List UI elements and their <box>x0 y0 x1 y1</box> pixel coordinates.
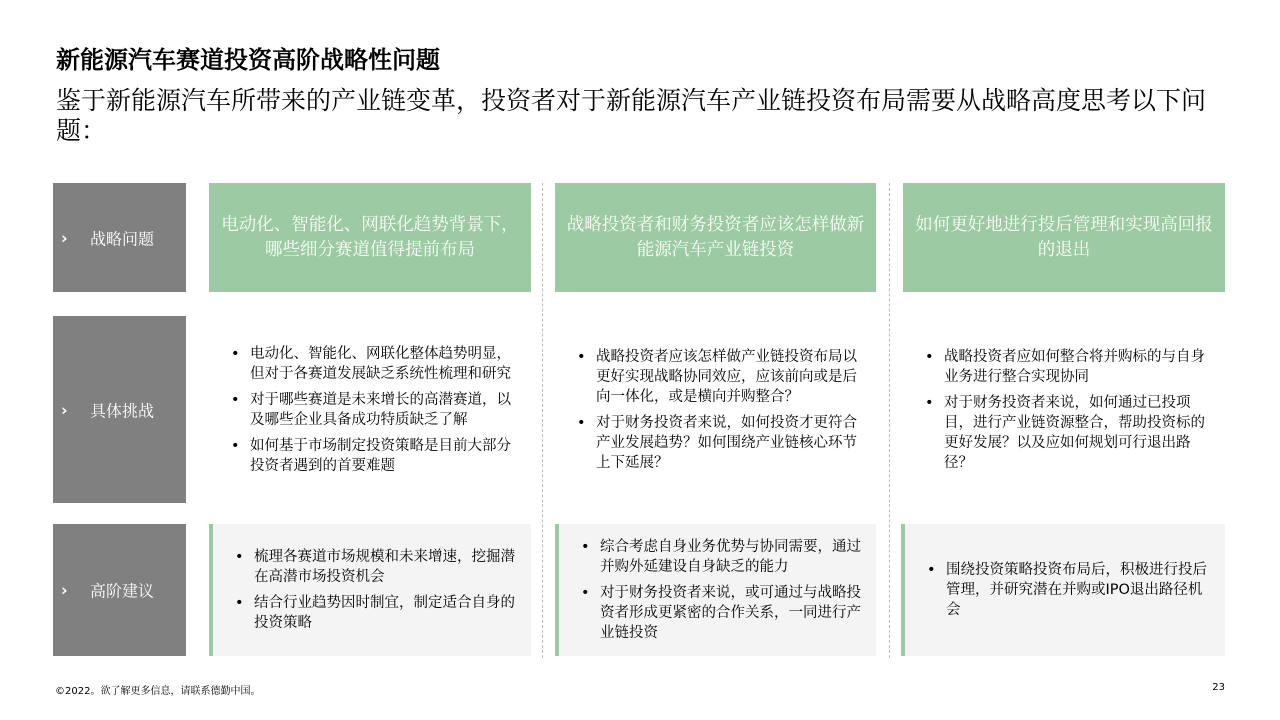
list-item-text: 对于财务投资者来说，或可通过与战略投资者形成更紧密的合作关系，一同进行产业链投资 <box>600 585 861 641</box>
question-text: 战略投资者和财务投资者应该怎样做新能源汽车产业链投资 <box>566 214 865 260</box>
list-item-text: 战略投资者应如何整合将并购标的与自身业务进行整合实现协同 <box>944 348 1205 385</box>
bullet-icon: • <box>581 585 590 601</box>
list-item <box>577 413 866 473</box>
list-item-text: 战略投资者应该怎样做产业链投资布局以更好实现战略协同效应，应该前向或是后向一体化，或是横向并购整合？ <box>596 348 857 405</box>
list-item <box>235 593 521 633</box>
recommendation-cell-1 <box>209 524 531 656</box>
list-item <box>927 560 1215 620</box>
bullet-icon: • <box>235 549 244 565</box>
page-subtitle: 鉴于新能源汽车所带来的产业链变革，投资者对于新能源汽车产业链投资布局需要从战略高度思考以下问题： <box>56 86 1207 145</box>
column-divider <box>889 183 890 658</box>
question-text: 如何更好地进行投后管理和实现高回报的退出 <box>915 214 1213 260</box>
list-item-text: 如何基于市场制定投资策略是目前大部分投资者遇到的首要难题 <box>250 437 511 474</box>
bullet-icon: • <box>925 348 934 365</box>
page-number: 23 <box>1212 682 1225 693</box>
list-item <box>925 347 1215 387</box>
list-item <box>235 547 521 587</box>
chevron-right-icon: › <box>61 400 68 419</box>
bullet-icon: • <box>927 562 936 578</box>
bullet-icon: • <box>577 414 586 431</box>
challenge-cell-1 <box>209 316 531 503</box>
list-item-text: 对于财务投资者来说，如何投资才更符合产业发展趋势？如何围绕产业链核心环节上下延展？ <box>596 414 857 471</box>
bullet-icon: • <box>231 391 240 408</box>
row-label-recommendations <box>53 524 186 656</box>
bullet-icon: • <box>577 348 586 365</box>
question-cell-2 <box>555 183 876 292</box>
chevron-right-icon: › <box>61 580 68 600</box>
bullet-icon: • <box>231 437 240 454</box>
list-item <box>577 347 866 407</box>
column-divider <box>542 183 543 658</box>
footer-copyright: ©2022。欲了解更多信息，请联系德勤中国。 <box>55 686 261 697</box>
bullet-icon: • <box>581 539 590 555</box>
bullet-icon: • <box>235 595 244 611</box>
challenge-cell-2 <box>555 316 876 503</box>
row-label-text: 具体挑战 <box>90 401 155 420</box>
list-item-text: 结合行业趋势因时制宜，制定适合自身的投资策略 <box>254 595 515 631</box>
row-label-specific-challenges <box>53 316 186 503</box>
list-item <box>231 390 521 430</box>
list-item <box>231 344 521 384</box>
list-item <box>581 537 866 577</box>
list-item <box>925 393 1215 473</box>
challenge-cell-3 <box>903 316 1225 503</box>
question-cell-1 <box>209 183 531 292</box>
list-item-text: 综合考虑自身业务优势与协同需要，通过并购外延建设自身缺乏的能力 <box>600 539 861 575</box>
recommendation-cell-3 <box>901 524 1225 656</box>
question-text: 电动化、智能化、网联化趋势背景下，哪些细分赛道值得提前布局 <box>221 214 519 260</box>
list-item-text: 梳理各赛道市场规模和未来增速，挖掘潜在高潜市场投资机会 <box>254 549 515 585</box>
list-item <box>231 436 521 476</box>
row-label-text: 高阶建议 <box>90 581 155 601</box>
recommendation-cell-2 <box>555 524 876 656</box>
question-cell-3 <box>903 183 1225 292</box>
bullet-icon: • <box>925 394 934 411</box>
list-item <box>581 583 866 643</box>
list-item-text: 围绕投资策略投资布局后，积极进行投后管理，并研究潜在并购或IPO退出路径机会 <box>946 562 1207 618</box>
list-item-text: 对于哪些赛道是未来增长的高潜赛道，以及哪些企业具备成功特质缺乏了解 <box>250 391 511 428</box>
bullet-icon: • <box>231 345 240 362</box>
row-label-strategic-question <box>53 183 186 292</box>
page-title: 新能源汽车赛道投资高阶战略性问题 <box>56 46 440 74</box>
list-item-text: 电动化、智能化、网联化整体趋势明显，但对于各赛道发展缺乏系统性梳理和研究 <box>250 345 511 382</box>
list-item-text: 对于财务投资者来说，如何通过已投项目，进行产业链资源整合，帮助投资标的更好发展？以及应如何规划可行退出路径？ <box>944 394 1205 471</box>
row-label-text: 战略问题 <box>90 229 155 248</box>
chevron-right-icon: › <box>61 228 68 247</box>
